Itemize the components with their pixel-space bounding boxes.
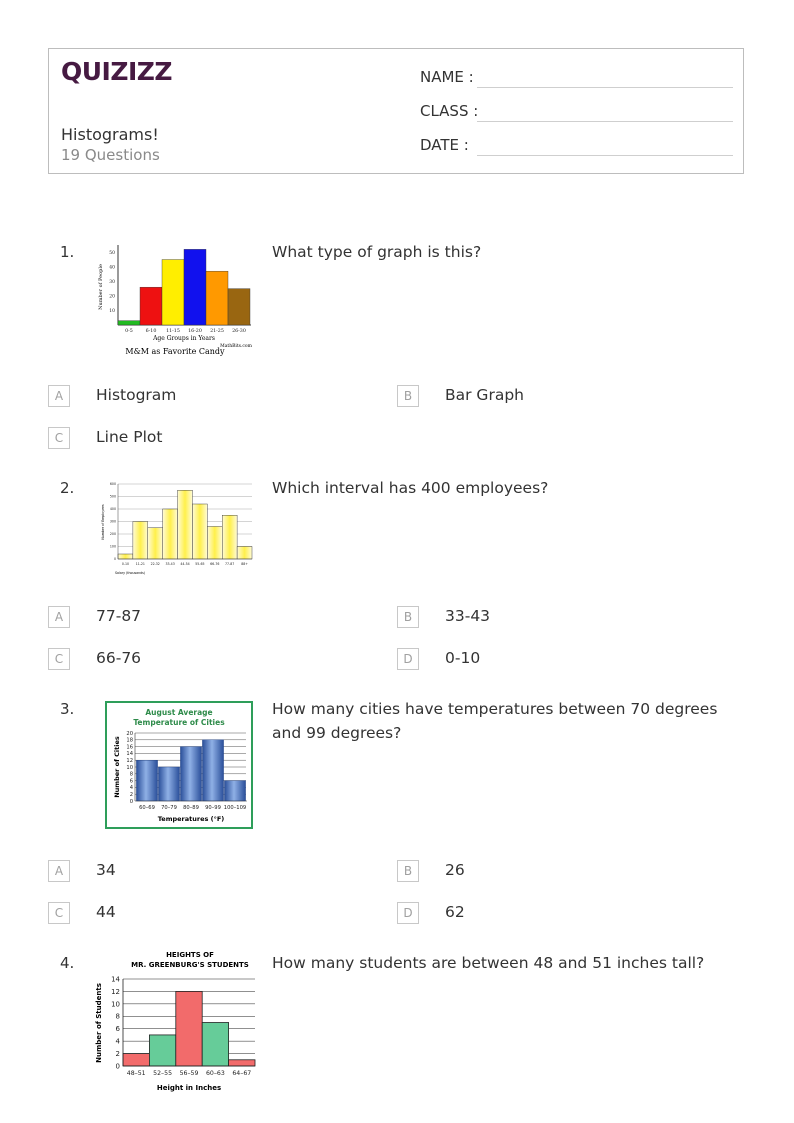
option-letter: A <box>48 606 70 628</box>
option-text: 62 <box>445 903 465 921</box>
bar-77-87 <box>222 515 237 559</box>
x-tick-label: 60–63 <box>205 1070 225 1077</box>
y-tick-label: 10 <box>109 309 115 315</box>
y-tick-label: 200 <box>109 532 116 537</box>
bar-44-54 <box>178 490 193 559</box>
worksheet-title: Histograms! <box>61 125 159 144</box>
y-tick-label: 4 <box>129 785 133 792</box>
option-text: 77-87 <box>96 607 142 625</box>
x-axis-label: Age Groups in Years <box>153 335 215 342</box>
y-tick-label: 0 <box>115 1062 120 1071</box>
question-text: How many cities have temperatures between 70 degrees and 99 degrees? <box>272 700 718 742</box>
question-number: 3. <box>60 700 75 718</box>
bar-33-43 <box>163 509 178 559</box>
option-text: 66-76 <box>96 649 142 667</box>
question-count: 19 Questions <box>61 146 160 164</box>
option-letter: C <box>48 427 70 449</box>
question-number: 2. <box>60 479 75 497</box>
x-tick-label: 64–67 <box>232 1070 252 1077</box>
name-line[interactable] <box>477 87 733 88</box>
x-tick-label: 33-43 <box>165 562 175 566</box>
bar-21-25 <box>206 271 228 325</box>
option-text: Histogram <box>96 386 177 404</box>
y-tick-label: 2 <box>129 792 133 799</box>
y-tick-label: 8 <box>115 1012 120 1021</box>
bar-11-21 <box>133 522 148 560</box>
option-letter: A <box>48 385 70 407</box>
x-tick-label: 56–59 <box>179 1070 199 1077</box>
x-tick-label: 80–89 <box>183 805 199 811</box>
option-letter: B <box>397 385 419 407</box>
y-tick-label: 0 <box>129 798 133 805</box>
x-tick-label: 88+ <box>241 562 248 566</box>
y-tick-label: 14 <box>126 751 133 758</box>
y-tick-label: 18 <box>126 737 133 744</box>
x-tick-label: 60–69 <box>139 805 155 811</box>
question-text: What type of graph is this? <box>272 243 482 261</box>
bar-90–99 <box>202 740 223 801</box>
question-text: How many students are between 48 and 51 inches tall? <box>272 954 705 972</box>
y-axis-label: Number of People <box>98 264 104 310</box>
date-field[interactable] <box>420 134 733 158</box>
bar-16-20 <box>184 249 206 325</box>
chart-title-line-2: MR. GREENBURG'S STUDENTS <box>131 961 249 969</box>
x-tick-label: 21-25 <box>210 329 224 334</box>
y-tick-label: 20 <box>126 730 133 737</box>
x-tick-label: 66-76 <box>210 562 220 566</box>
chart-source: MathBits.com <box>220 344 252 349</box>
option-text: 26 <box>445 861 465 879</box>
option-text: 0-10 <box>445 649 481 667</box>
class-label: CLASS : <box>420 102 479 120</box>
bar-52–55 <box>149 1035 175 1066</box>
bar-56–59 <box>176 991 202 1066</box>
bar-22-32 <box>148 528 163 559</box>
bar-80–89 <box>180 747 201 801</box>
quizizz-logo: QUIZIZZ <box>61 57 173 86</box>
bar-55-65 <box>192 504 207 559</box>
option-letter: B <box>397 860 419 882</box>
bar-100–109 <box>224 781 245 801</box>
name-field[interactable] <box>420 66 733 90</box>
option-letter: D <box>397 648 419 670</box>
x-tick-label: 0-5 <box>125 329 133 334</box>
bar-6-10 <box>140 287 162 325</box>
option-text: 34 <box>96 861 116 879</box>
y-tick-label: 40 <box>109 265 115 271</box>
y-tick-label: 50 <box>109 250 115 256</box>
option-text: Bar Graph <box>445 386 524 404</box>
y-tick-label: 14 <box>111 975 120 984</box>
x-axis-label: Salary (thousands) <box>114 571 146 575</box>
name-label: NAME : <box>420 68 474 86</box>
question-number: 4. <box>60 954 75 972</box>
bar-60–63 <box>202 1023 228 1067</box>
y-tick-label: 16 <box>126 744 133 751</box>
x-tick-label: 44-54 <box>180 562 190 566</box>
y-tick-label: 0 <box>113 557 116 562</box>
x-tick-label: 90–99 <box>205 805 221 811</box>
y-tick-label: 30 <box>109 279 115 285</box>
y-tick-label: 300 <box>109 519 116 524</box>
x-tick-label: 55-65 <box>195 562 205 566</box>
option-text: Line Plot <box>96 428 163 446</box>
x-tick-label: 48–51 <box>126 1070 146 1077</box>
bar-0-5 <box>118 321 140 325</box>
bar-60–69 <box>136 760 157 801</box>
y-axis-label: Number of Employees <box>101 504 105 540</box>
y-tick-label: 20 <box>109 294 115 300</box>
chart-title-line-1: August Average <box>145 708 213 717</box>
x-tick-label: 6-10 <box>145 329 157 334</box>
x-tick-label: 22-32 <box>150 562 160 566</box>
y-tick-label: 6 <box>129 778 133 785</box>
x-axis-label: Height in Inches <box>156 1084 222 1092</box>
option-letter: C <box>48 902 70 924</box>
option-letter: A <box>48 860 70 882</box>
y-tick-label: 6 <box>115 1025 120 1034</box>
bar-64–67 <box>229 1060 255 1066</box>
date-line[interactable] <box>477 155 733 156</box>
y-tick-label: 400 <box>109 507 116 512</box>
question-text: Which interval has 400 employees? <box>272 479 549 497</box>
x-axis-label: Temperatures (°F) <box>157 815 225 823</box>
x-tick-label: 0-10 <box>121 562 130 566</box>
date-label: DATE : <box>420 136 469 154</box>
y-tick-label: 600 <box>109 482 116 487</box>
y-tick-label: 10 <box>111 1000 120 1009</box>
class-line[interactable] <box>477 121 733 122</box>
chart-mm-favorite-candy <box>96 240 256 360</box>
bar-66-76 <box>207 527 222 560</box>
y-tick-label: 12 <box>111 987 120 996</box>
bar-70–79 <box>158 767 179 801</box>
option-letter: B <box>397 606 419 628</box>
chart-title: M&M as Favorite Candy <box>125 347 225 356</box>
y-axis-label: Number of Students <box>95 983 103 1063</box>
x-tick-label: 100–109 <box>223 805 247 811</box>
bar-88+ <box>237 547 252 560</box>
worksheet-header <box>48 48 744 174</box>
option-text: 33-43 <box>445 607 491 625</box>
x-tick-label: 11-21 <box>135 562 145 566</box>
x-tick-label: 77-87 <box>225 562 235 566</box>
x-tick-label: 11-15 <box>166 329 180 334</box>
x-tick-label: 26-30 <box>232 329 246 334</box>
y-tick-label: 4 <box>115 1037 120 1046</box>
y-tick-label: 2 <box>115 1050 120 1059</box>
y-tick-label: 10 <box>126 764 133 771</box>
y-axis-label: Number of Cities <box>113 736 121 798</box>
chart-august-temperature <box>105 701 253 829</box>
option-text: 44 <box>96 903 116 921</box>
option-letter: C <box>48 648 70 670</box>
y-tick-label: 12 <box>126 758 133 765</box>
y-tick-label: 500 <box>109 494 116 499</box>
bar-26-30 <box>228 289 250 325</box>
chart-title-line-1: HEIGHTS OF <box>166 951 214 959</box>
chart-title-line-2: Temperature of Cities <box>133 718 225 727</box>
y-tick-label: 8 <box>129 771 133 778</box>
chart-employee-salary <box>100 478 256 586</box>
option-letter: D <box>397 902 419 924</box>
bar-0-10 <box>118 554 133 559</box>
chart-student-heights <box>92 947 262 1095</box>
bar-11-15 <box>162 260 184 325</box>
x-tick-label: 16-20 <box>188 329 202 334</box>
question-number: 1. <box>60 243 75 261</box>
class-field[interactable] <box>420 100 733 124</box>
x-tick-label: 52–55 <box>153 1070 173 1077</box>
y-tick-label: 100 <box>109 544 116 549</box>
x-tick-label: 70–79 <box>161 805 177 811</box>
bar-48–51 <box>123 1054 149 1066</box>
